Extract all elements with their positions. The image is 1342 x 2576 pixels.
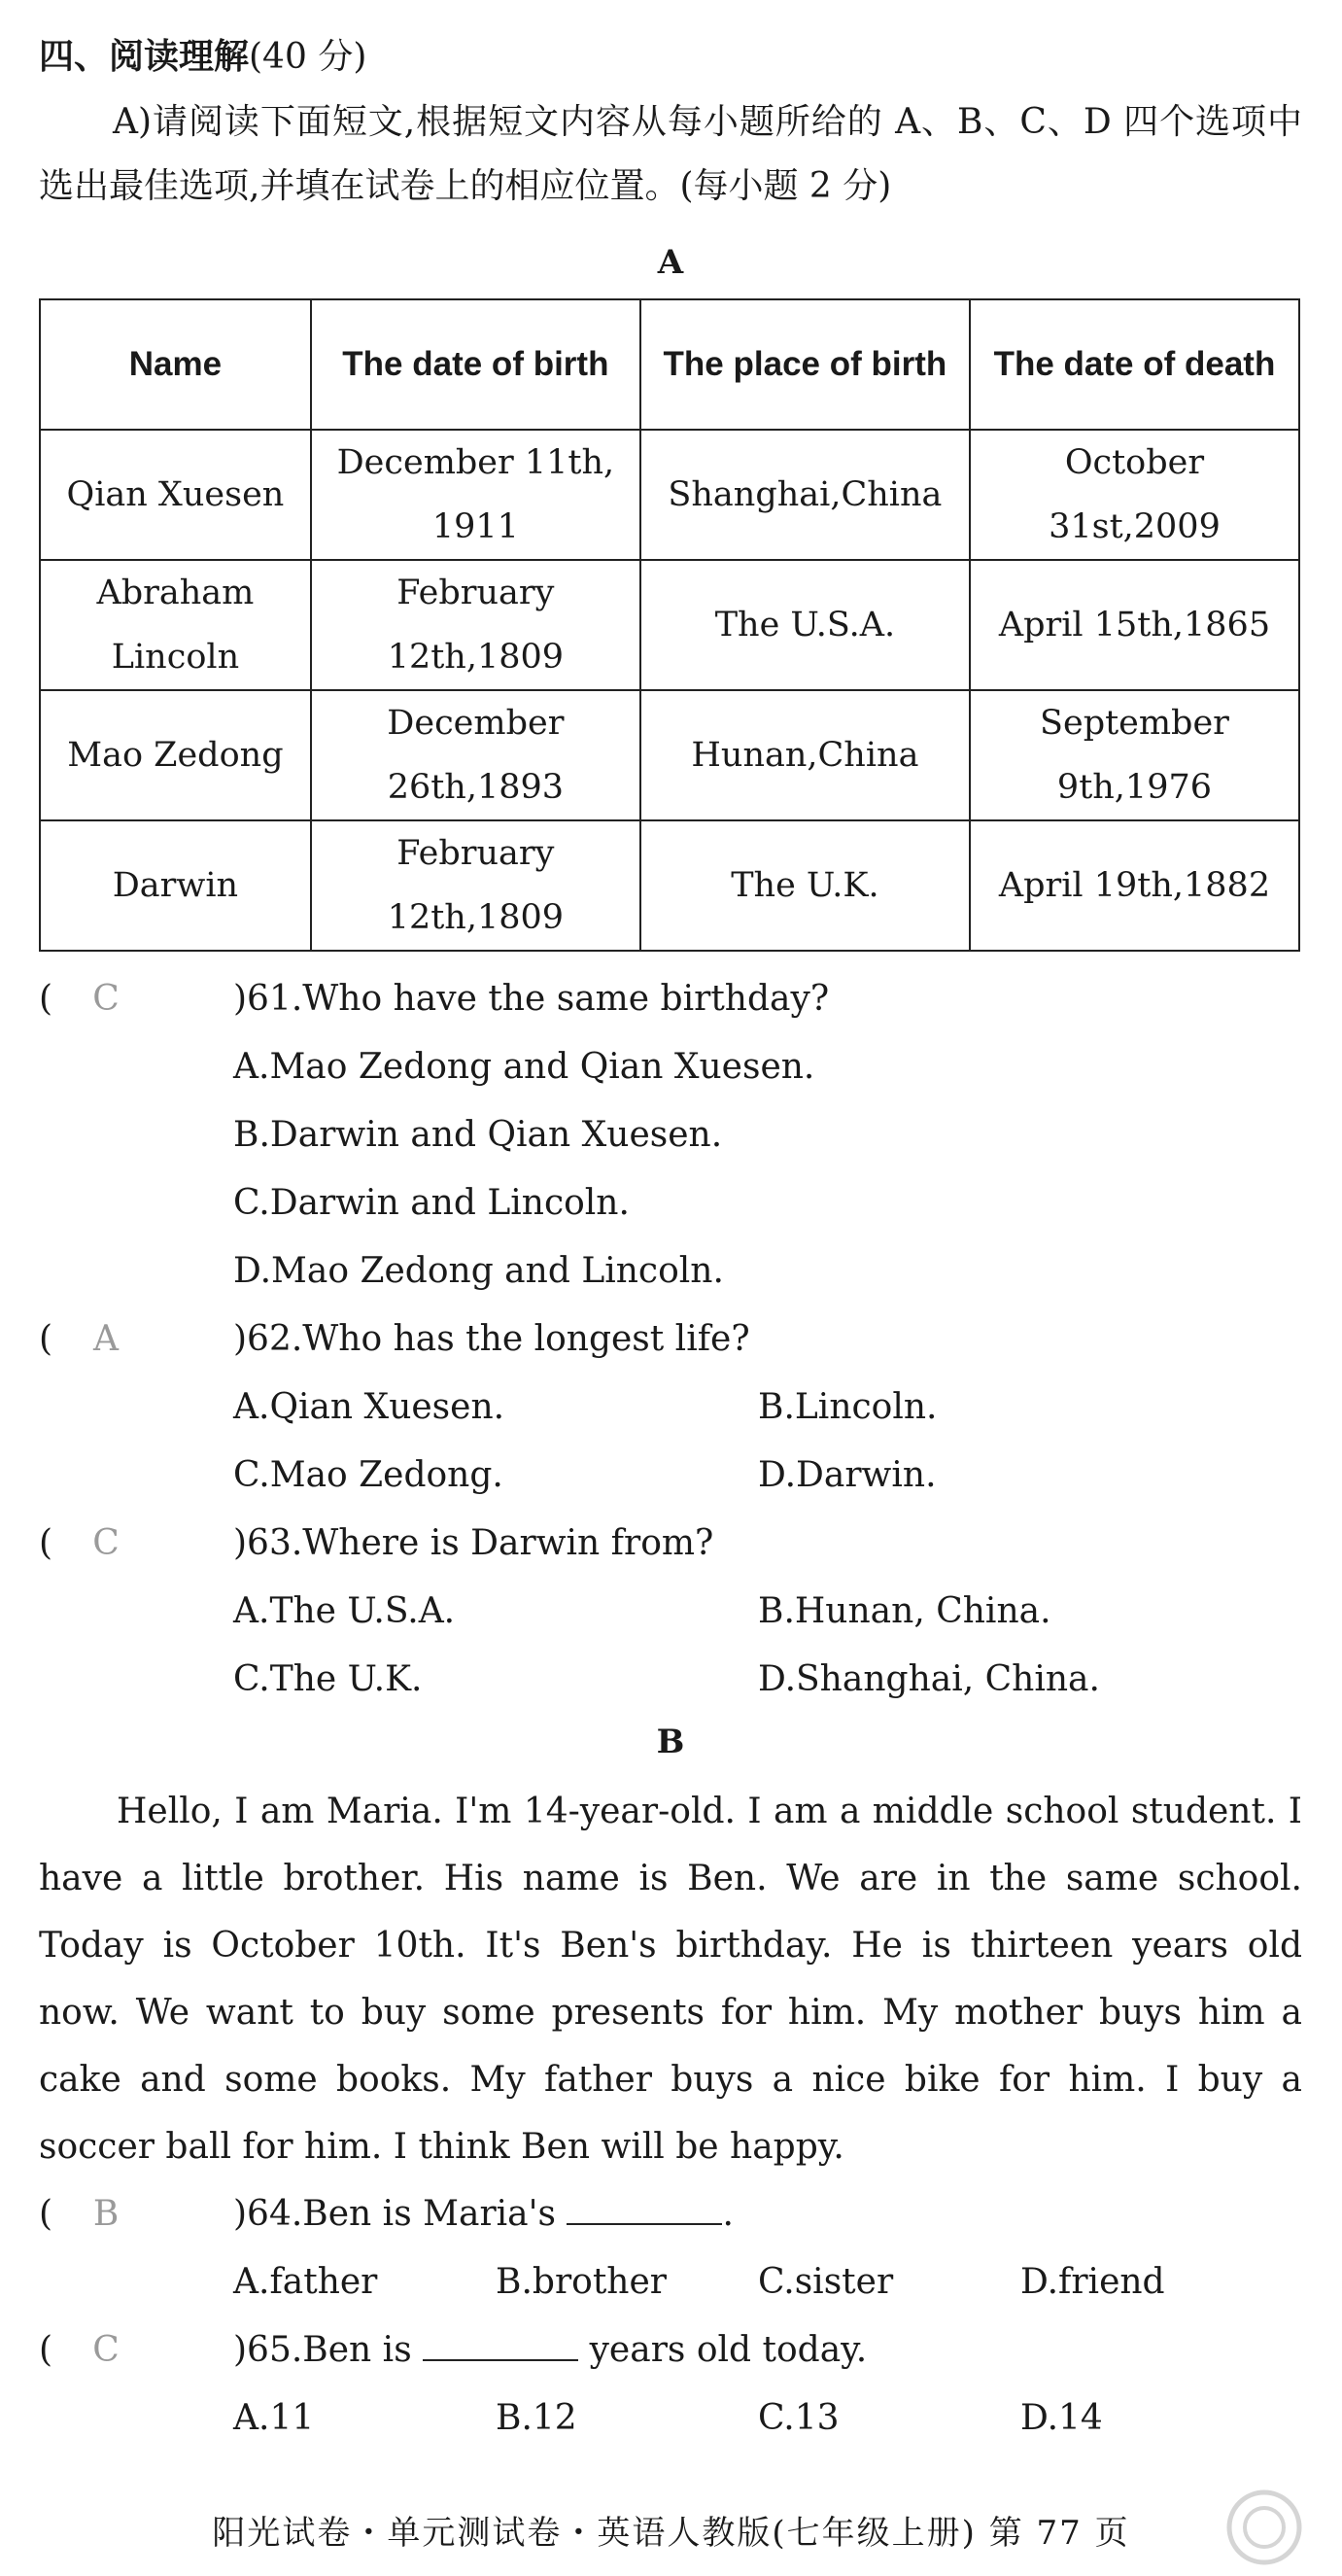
answer-letter: C (92, 2330, 120, 2370)
option-a: A.The U.S.A. (233, 1591, 456, 1631)
table-cell: Hunan,China (640, 690, 970, 820)
table-cell: December 26th,1893 (311, 690, 640, 820)
question-stem: )65.Ben is (233, 2330, 412, 2370)
option-a: A.father (233, 2262, 378, 2302)
option-row (39, 1578, 1302, 1646)
option-d: D.Mao Zedong and Lincoln. (233, 1251, 724, 1291)
question-stem-end: . (722, 2194, 734, 2234)
option-b: B.Hunan, China. (758, 1591, 1051, 1631)
table-cell: October 31st,2009 (970, 430, 1299, 560)
option-row (39, 1646, 1302, 1714)
paren-open: ( (39, 979, 53, 1019)
question-stem: )62.Who has the longest life? (233, 1319, 750, 1359)
table-header-cell: The date of death (970, 299, 1299, 430)
option-b: B.brother (496, 2262, 667, 2302)
table-cell: December 11th, 1911 (311, 430, 640, 560)
option-b: B.12 (496, 2398, 577, 2438)
answer-bracket (39, 1510, 233, 1578)
option-row (39, 1169, 1302, 1237)
option-row (39, 1101, 1302, 1169)
question-stem: )63.Where is Darwin from? (233, 1523, 714, 1563)
option-c: C.Darwin and Lincoln. (233, 1183, 630, 1223)
question-stem: )64.Ben is Maria's (233, 2194, 556, 2234)
answer-bracket (39, 1305, 233, 1374)
answer-bracket (39, 965, 233, 1033)
birth-death-table (39, 298, 1300, 952)
option-c: C.The U.K. (233, 1659, 423, 1699)
answer-letter: A (93, 1319, 120, 1359)
paren-open: ( (39, 2330, 53, 2370)
table-header-cell: Name (40, 299, 311, 430)
table-cell: Abraham Lincoln (40, 560, 311, 690)
page-footer: 阳光试卷・单元测试卷・英语人教版(七年级上册) 第 77 页 (212, 2514, 1130, 2553)
option-c: C.sister (758, 2262, 894, 2302)
answer-blank (567, 2184, 722, 2225)
question-61 (39, 965, 1302, 1033)
table-cell: Shanghai,China (640, 430, 970, 560)
option-a: A.11 (233, 2398, 315, 2438)
option-row (39, 2385, 1302, 2453)
part-b-heading: B (656, 1723, 685, 1761)
paren-open: ( (39, 1319, 53, 1359)
table-cell: Mao Zedong (40, 690, 311, 820)
table-cell: The U.S.A. (640, 560, 970, 690)
option-row (39, 1237, 1302, 1305)
answer-letter: C (92, 979, 120, 1019)
table-cell: April 15th,1865 (970, 560, 1299, 690)
table-row (40, 690, 1299, 820)
question-64 (39, 2180, 1302, 2248)
option-a: A.Qian Xuesen. (233, 1387, 505, 1427)
table-cell: Darwin (40, 820, 311, 951)
reading-passage: Hello, I am Maria. I'm 14-year-old. I am a middle school student. I have a little brother. His name is Ben. We are in the same school. Today is October 10th. It's Ben's birthday. He is thirteen years old now. We want to buy some presents for him. My mother buys him a cake and some books. My father buys a nice bike for him. I buy a soccer ball for him. I think Ben will be happy. (39, 1792, 1302, 2167)
paren-open: ( (39, 1523, 53, 1563)
answer-bracket (39, 2180, 233, 2248)
table-cell: The U.K. (640, 820, 970, 951)
table-row (40, 430, 1299, 560)
table-header-cell: The place of birth (640, 299, 970, 430)
table-cell: September 9th,1976 (970, 690, 1299, 820)
section-instruction: A)请阅读下面短文,根据短文内容从每小题所给的 A、B、C、D 四个选项中选出最佳选项,并填在试卷上的相应位置。(每小题 2 分) (39, 102, 1302, 206)
section-points: (40 分) (249, 37, 367, 77)
question-stem: )61.Who have the same birthday? (233, 979, 830, 1019)
paren-open: ( (39, 2194, 53, 2234)
table-header-cell: The date of birth (311, 299, 640, 430)
option-b: B.Darwin and Qian Xuesen. (233, 1115, 723, 1155)
option-d: D.14 (1020, 2398, 1103, 2438)
table-row (40, 560, 1299, 690)
table-cell: February 12th,1809 (311, 560, 640, 690)
option-c: C.Mao Zedong. (233, 1455, 503, 1495)
question-63 (39, 1510, 1302, 1578)
answer-bracket (39, 2316, 233, 2385)
table-row (40, 820, 1299, 951)
option-a: A.Mao Zedong and Qian Xuesen. (233, 1047, 815, 1087)
table-cell: February 12th,1809 (311, 820, 640, 951)
answer-letter: B (92, 2194, 120, 2234)
answer-letter: C (92, 1523, 120, 1563)
option-b: B.Lincoln. (758, 1387, 938, 1427)
option-d: D.friend (1020, 2262, 1165, 2302)
option-d: D.Shanghai, China. (758, 1659, 1100, 1699)
option-row (39, 1033, 1302, 1101)
option-d: D.Darwin. (758, 1455, 937, 1495)
question-62 (39, 1305, 1302, 1374)
table-cell: April 19th,1882 (970, 820, 1299, 951)
part-a-heading: A (657, 243, 684, 282)
option-row (39, 1442, 1302, 1510)
answer-blank (423, 2320, 578, 2361)
option-row (39, 2248, 1302, 2316)
table-cell: Qian Xuesen (40, 430, 311, 560)
option-row (39, 1374, 1302, 1442)
section-title-text: 四、阅读理解 (39, 36, 250, 77)
question-stem-end: years old today. (589, 2330, 868, 2370)
table-header-row (40, 299, 1299, 430)
question-65 (39, 2316, 1302, 2385)
option-c: C.13 (758, 2398, 840, 2438)
section-title (39, 29, 1302, 85)
watermark-logo-icon (1206, 2484, 1323, 2571)
exam-page (39, 29, 1302, 2453)
